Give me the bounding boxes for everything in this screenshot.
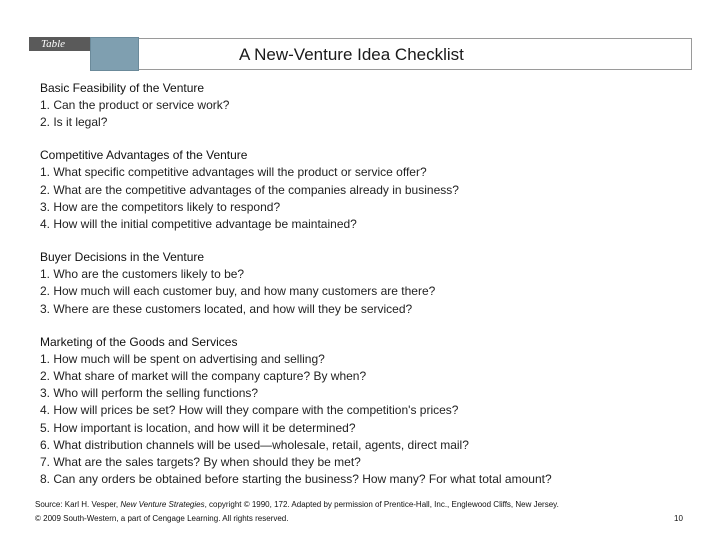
section-competitive-advantages [40,147,700,233]
section-basic-feasibility [40,80,700,131]
list-item: 3. Where are these customers located, and how will they be serviced? [40,301,413,316]
section-heading: Competitive Advantages of the Venture [40,148,248,163]
list-item: 2. How much will each customer buy, and how many customers are there? [40,284,436,299]
section-marketing [40,334,700,489]
list-item: 2. What are the competitive advantages of the companies already in business? [40,182,459,197]
copyright-note: © 2009 South-Western, a part of Cengage Learning. All rights reserved. [35,514,289,523]
list-item: 1. What specific competitive advantages will the product or service offer? [40,165,427,180]
list-item: 7. What are the sales targets? By when should they be met? [40,455,361,470]
section-heading: Marketing of the Goods and Services [40,334,238,349]
list-item: 1. Can the product or service work? [40,98,230,112]
list-item: 1. Who are the customers likely to be? [40,267,245,282]
source-suffix: , copyright © 1990, 172. Adapted by permission of Prentice-Hall, Inc., Englewood Cliffs, New Jersey. [204,500,559,509]
page-title: A New-Venture Idea Checklist [239,45,464,64]
checklist [40,80,700,504]
table-label-tag: Table [29,37,139,51]
section-buyer-decisions [40,249,700,318]
list-item: 4. How will the initial competitive advantage be maintained? [40,217,357,232]
list-item: 1. How much will be spent on advertising and selling? [40,351,325,366]
list-item: 3. Who will perform the selling functions? [40,386,259,401]
source-prefix: Source: Karl H. Vesper, [35,500,121,509]
section-heading: Basic Feasibility of the Venture [40,81,205,95]
list-item: 2. Is it legal? [40,115,108,130]
page-number: 10 [674,514,683,523]
source-note [35,500,559,509]
accent-block [90,37,139,71]
list-item: 2. What share of market will the company capture? By when? [40,369,367,384]
list-item: 5. How important is location, and how will it be determined? [40,420,356,435]
list-item: 6. What distribution channels will be used—wholesale, retail, agents, direct mail? [40,437,469,452]
list-item: 3. How are the competitors likely to respond? [40,199,281,214]
section-heading: Buyer Decisions in the Venture [40,250,205,265]
source-book-title: New Venture Strategies [120,500,205,509]
list-item: 8. Can any orders be obtained before starting the business? How many? For what total amount? [40,472,552,487]
list-item: 4. How will prices be set? How will they compare with the competition's prices? [40,403,459,418]
